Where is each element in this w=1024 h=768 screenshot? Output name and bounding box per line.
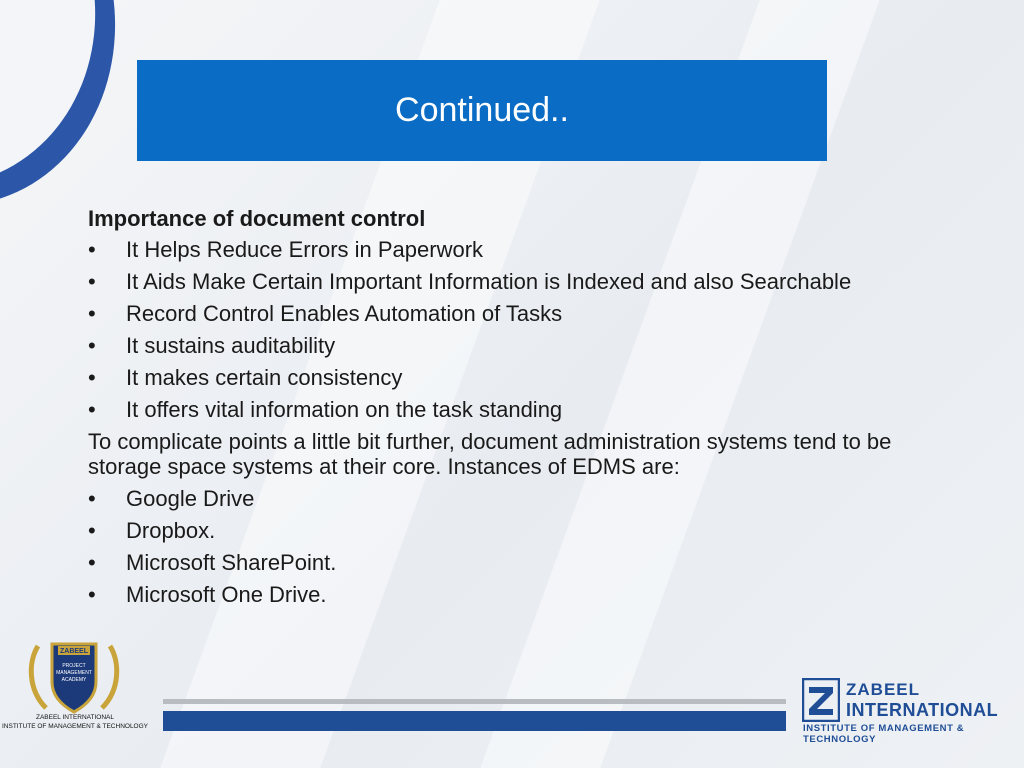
logo-subtitle: INSTITUTE OF MANAGEMENT & TECHNOLOGY (803, 723, 965, 745)
crest-text: MANAGEMENT (56, 670, 92, 676)
crest-text: ZABEEL (60, 648, 88, 655)
crest-text: ACADEMY (61, 677, 87, 683)
list-item: • It Helps Reduce Errors in Paperwork (88, 237, 918, 262)
list-item: • Record Control Enables Automation of Tasks (88, 301, 918, 326)
bullet-list-edms (88, 486, 918, 607)
slide-title: Continued.. (395, 91, 569, 129)
list-item: • Microsoft One Drive. (88, 582, 918, 607)
crest-caption (0, 713, 150, 731)
title-banner (137, 60, 827, 161)
zabeel-z-logo-icon (802, 678, 840, 722)
academy-crest-icon (24, 638, 124, 716)
list-item: • It sustains auditability (88, 333, 918, 358)
crest-text: PROJECT (62, 663, 86, 669)
footer-bar-grey (163, 699, 786, 704)
body-paragraph: To complicate points a little bit further, document administration systems tend to be storage space systems at their core. Instances of EDMS are: (88, 429, 892, 479)
crest-caption-line: INSTITUTE OF MANAGEMENT & TECHNOLOGY (1, 723, 149, 730)
crest-caption-line: ZABEEL INTERNATIONAL (35, 714, 115, 721)
section-heading: Importance of document control (88, 206, 426, 231)
list-item: • It makes certain consistency (88, 365, 918, 390)
slide-content (88, 206, 918, 614)
logo-name-2: INTERNATIONAL (846, 700, 999, 720)
list-item: • Google Drive (88, 486, 918, 511)
bullet-list-importance (88, 237, 918, 422)
list-item: • Dropbox. (88, 518, 918, 543)
logo-name: ZABEEL (846, 680, 920, 699)
footer-bar-blue (163, 711, 786, 731)
list-item: • Microsoft SharePoint. (88, 550, 918, 575)
list-item: • It Aids Make Certain Important Information is Indexed and also Searchable (88, 269, 918, 294)
list-item: • It offers vital information on the task standing (88, 397, 918, 422)
